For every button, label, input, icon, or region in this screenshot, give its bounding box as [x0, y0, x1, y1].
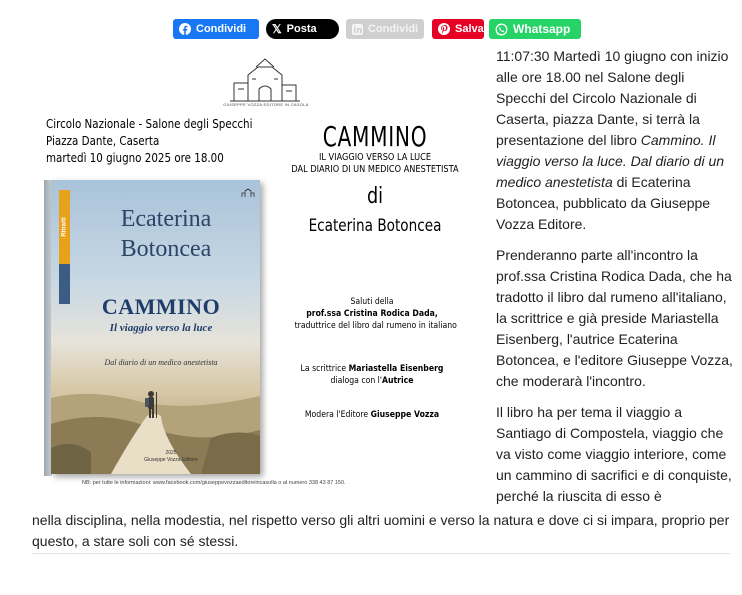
book-cover-image: [44, 180, 262, 476]
pinterest-save-label: Salva: [455, 23, 484, 35]
book-publisher-logo-icon: [241, 188, 255, 198]
book-title: CAMMINO: [101, 294, 221, 319]
x-post-label: Posta: [286, 23, 317, 35]
linkedin-share-button[interactable]: [346, 19, 424, 39]
series-tab: [59, 190, 70, 264]
article-body: [496, 46, 736, 517]
dialog-line-2-name: Autrice: [381, 376, 414, 386]
book-author: [71, 204, 260, 264]
dialog-line-1-name: Mariastella Eisenberg: [348, 364, 444, 374]
event-venue: [46, 116, 252, 167]
flyer-moderator: [282, 409, 462, 421]
publisher-logo-icon: [228, 55, 302, 107]
pinterest-save-button[interactable]: [432, 19, 484, 39]
whatsapp-share-button[interactable]: [489, 19, 581, 39]
greet-line-2: prof.ssa Cristina Rodica Dada,: [306, 309, 438, 319]
event-flyer-image: [40, 52, 488, 498]
article-paragraph-3-continued: nella disciplina, nella modestia, nel rispetto verso gli altri uomini e verso la natura e dove ci si impara, proprio per questo, a stare soli con sé stessi.: [32, 512, 730, 549]
book-author-first: Ecaterina: [120, 206, 212, 232]
book-publisher-name: Giuseppe Vozza Editore: [144, 457, 198, 463]
flyer-greetings: [282, 296, 462, 332]
flyer-dialogue: [282, 363, 462, 387]
flyer-footnote: NB: per tutte le informazioni: www.facebook.com/giuseppevozzaeditoreincasolla o al numero 338 43 87 150.: [82, 480, 346, 486]
book-publisher: [131, 450, 211, 464]
facebook-icon: [179, 23, 191, 35]
flyer-di: di: [366, 184, 384, 209]
mod-name: Giuseppe Vozza: [370, 410, 440, 420]
whatsapp-share-label: Whatsapp: [513, 22, 571, 36]
book-subtitle-2: Dal diario di un medico anestetista: [104, 358, 218, 367]
linkedin-share-label: Condividi: [368, 23, 419, 35]
dialog-line-1-pre: La scrittrice: [300, 364, 349, 374]
mod-pre: Modera l'Editore: [304, 410, 371, 420]
flyer-subtitle: [285, 152, 465, 176]
dialog-line-2-pre: dialoga con l': [330, 376, 382, 386]
p1-text-b: di Ecaterina Botoncea, pubblicato da Giuseppe Vozza Editore.: [496, 174, 711, 232]
flyer-title: CAMMINO: [322, 120, 428, 153]
logo-caption: GIUSEPPE VOZZA EDITORE IN CASOLA: [223, 102, 309, 107]
venue-line-2: Piazza Dante, Caserta: [46, 134, 160, 148]
article-paragraph-2: Prenderanno parte all'incontro la prof.ssa Cristina Rodica Dada, che ha tradotto il libro dal rumeno all'italiano, la scrittrice e già preside Mariastella Eisenberg, l'autrice Ecaterina Botoncea, e l'editore Giuseppe Vozza, che moderarà l'incontro.: [496, 247, 733, 389]
facebook-share-label: Condividi: [196, 23, 247, 35]
article-paragraph-1: [496, 46, 736, 235]
greet-line-3: traduttrice del libro dal rumeno in italiano: [294, 321, 457, 331]
venue-line-1: Circolo Nazionale - Salone degli Specchi: [46, 117, 253, 131]
pinterest-icon: [438, 23, 450, 35]
book-author-last: Botoncea: [120, 236, 212, 262]
series-label: Ritratti: [61, 217, 68, 237]
flyer-subtitle-line-2: DAL DIARIO DI UN MEDICO ANESTETISTA: [291, 164, 459, 175]
book-front: [51, 180, 260, 474]
p1-text-a: 11:07:30 Martedì 10 giugno con inizio alle ore 18.00 nel Salone degli Specchi del Circolo Nazionale di Caserta, piazza Dante, si terrà la presentazione del libro: [496, 48, 729, 148]
x-logo-icon: 𝕏: [272, 22, 282, 36]
content-divider: [32, 553, 730, 554]
venue-date: martedì 10 giugno 2025 ore 18.00: [46, 151, 224, 165]
x-post-button[interactable]: [266, 19, 339, 39]
flyer-subtitle-line-1: IL VIAGGIO VERSO LA LUCE: [318, 152, 432, 163]
greet-line-1: Saluti della: [350, 297, 394, 307]
whatsapp-icon: [495, 23, 508, 36]
flyer-author: Ecaterina Botoncea: [308, 216, 442, 236]
book-year: 2025: [165, 450, 177, 456]
article-paragraph-3: Il libro ha per tema il viaggio a Santiago di Compostela, viaggio che va visto come viaggio interiore, come un cammino di sacrifici e di conquiste, perché la riuscita di esso è: [496, 404, 732, 504]
p1-book-title: Cammino. Il viaggio verso la luce. Dal diario di un medico anestetista: [496, 132, 725, 190]
facebook-share-button[interactable]: [173, 19, 259, 39]
book-subtitle: Il viaggio verso la luce: [109, 322, 213, 334]
linkedin-icon: [352, 24, 363, 35]
